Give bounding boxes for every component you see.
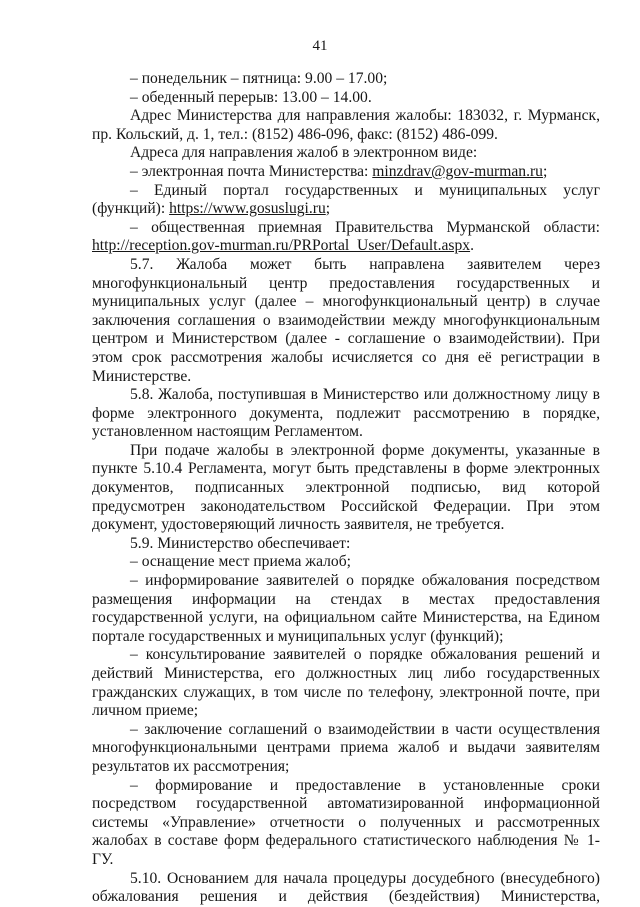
section-5-8: 5.8. Жалоба, поступившая в Министерство или должностному лицу в форме электронного документа, подлежит рассмотрению в порядке, установленном настоящим Регламентом. <box>92 386 600 441</box>
schedule-weekdays: – понедельник – пятница: 9.00 – 17.00; <box>130 70 388 87</box>
portal-prefix: – Единый портал государственных и муниципальных услуг (функций): <box>92 181 600 218</box>
portal-link[interactable]: https://www.gosuslugi.ru <box>169 200 326 218</box>
list-item: – оснащение мест приема жалоб; <box>130 553 351 571</box>
reception-link[interactable]: http://reception.gov-murman.ru/PRPortal_User/Default.aspx <box>92 237 471 255</box>
schedule-lunch: – обеденный перерыв: 13.00 – 14.00. <box>130 88 372 106</box>
ministry-address: Адрес Министерства для направления жалобы: 183032, г. Мурманск, пр. Кольский, д. 1, тел.: (8152) 486-096, факс: (8152) 486-099. <box>92 107 600 143</box>
portal-line <box>92 182 600 219</box>
section-5-10: 5.10. Основанием для начала процедуры досудебного (внесудебного) обжалования решения и действия (бездействия) Министерства, <box>92 869 600 906</box>
email-suffix: ; <box>542 162 548 180</box>
list-item: – информирование заявителей о порядке обжалования посредством размещения информации на стендах в местах предоставления государственной услуги, на официальном сайте Министерства, на Едином портале государственных и муниципальных услуг (функций); <box>92 572 600 645</box>
section-5-8-extra: При подаче жалобы в электронной форме документы, указанные в пункте 5.10.4 Регламента, могут быть представлены в форме электронных документов, подписанных электронной подписью, вид которой предусмотрен законодательством Российской Федерации. При этом документ, удостоверяющий личность заявителя, не требуется. <box>92 441 600 534</box>
list-item: – формирование и предоставление в установленные сроки посредством государственной автоматизированной информационной системы «Управление» отчетности о полученных и рассмотренных жалобах в составе форм федерального статистического наблюдения № 1-ГУ. <box>92 776 600 868</box>
list-item: – заключение соглашений о взаимодействии в части осуществления многофункциональными центрами приема жалоб и выдачи заявителям результатов их рассмотрения; <box>92 720 600 775</box>
section-5-9: 5.9. Министерство обеспечивает: <box>130 534 351 552</box>
document-body <box>92 70 600 907</box>
list-item: – консультирование заявителей о порядке обжалования решений и действий Министерства, его должностных лиц либо государственных гражданских служащих, в том числе по телефону, электронной почте, при личном приеме; <box>92 646 600 720</box>
portal-suffix: ; <box>325 200 331 218</box>
email-line <box>92 163 600 182</box>
electronic-intro: Адреса для направления жалоб в электронном виде: <box>130 144 478 162</box>
page-number: 41 <box>312 38 328 54</box>
email-prefix: – электронная почта Министерства: <box>130 162 373 180</box>
reception-line <box>92 219 600 256</box>
section-5-7: 5.7. Жалоба может быть направлена заявителем через многофункциональный центр предоставления государственных и муниципальных услуг (далее – многофункциональный центр) в случае заключения соглашения о взаимодействии между многофункциональным центром и Министерством (далее - соглашение о взаимодействии). При этом срок рассмотрения жалобы исчисляется со дня её регистрации в Министерстве. <box>92 255 600 385</box>
reception-prefix: – общественная приемная Правительства Мурманской области: <box>130 218 600 236</box>
email-link[interactable]: minzdrav@gov-murman.ru <box>372 162 543 180</box>
reception-suffix: . <box>470 237 474 255</box>
